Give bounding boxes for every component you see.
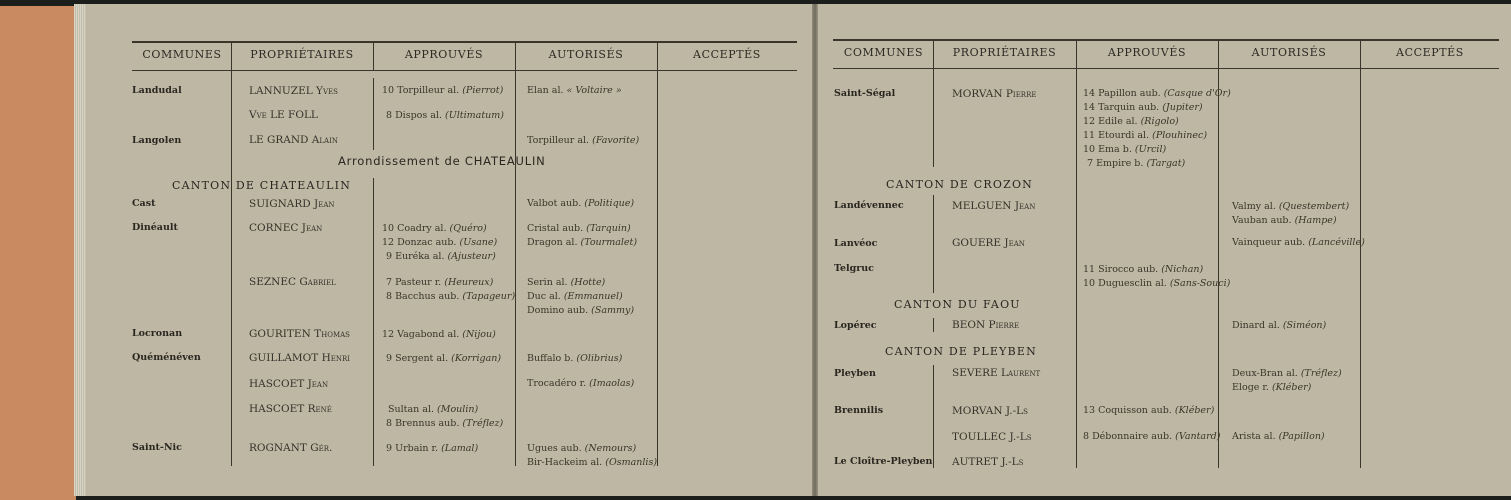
owner-name: SEVERE Laurent [952,367,1041,379]
authorized-dog: Vainqueur aub. (Lancéville) [1232,237,1365,248]
owner-name: GOUERE Jean [952,237,1025,249]
column-divider [933,365,934,468]
commune-name: Saint-Nic [132,442,182,453]
authorized-dog: Valbot aub. (Politique) [527,198,635,209]
owner-name: HASCOET René [249,403,332,415]
arrondissement-heading: Arrondissement de CHATEAULIN [338,154,546,168]
canton-heading: CANTON DE PLEYBEN [885,345,1037,358]
header-autorises: AUTORISÉS [548,48,624,61]
approved-dog: 9 Urbain r. (Lamal) [386,443,479,454]
approved-dog: 8 Brennus aub. (Tréflez) [386,418,504,429]
approved-dog: 8 Débonnaire aub. (Vantard) [1083,431,1221,442]
owner-name: LANNUZEL Yves [249,85,338,97]
book-cover-edge [0,6,76,500]
approved-dog: 12 Vagabond al. (Nijou) [382,329,496,340]
authorized-dog: Torpilleur al. (Favorite) [527,135,640,146]
owner-name: CORNEC Jean [249,222,323,234]
header-communes: COMMUNES [142,48,222,61]
approved-dog: 8 Dispos al. (Ultimatum) [386,110,504,121]
column-divider [1360,39,1361,468]
approved-dog: 10 Duguesclin al. (Sans-Souci) [1083,278,1231,289]
header-acceptes: ACCEPTÉS [693,48,761,61]
approved-dog: 10 Ema b. (Urcil) [1083,144,1167,155]
owner-name: GOURITEN Thomas [249,328,350,340]
owner-name: TOULLEC J.-Ls [952,431,1032,443]
authorized-dog: Serin al. (Hotte) [527,277,606,288]
authorized-dog: Deux-Bran al. (Tréflez) [1232,368,1342,379]
authorized-dog: Arista al. (Papillon) [1232,431,1325,442]
owner-name: MORVAN Pierre [952,88,1037,100]
page-stack-edge [74,4,86,496]
approved-dog: 9 Sergent al. (Korrigan) [386,353,502,364]
column-divider [1076,39,1077,468]
commune-name: Langolen [132,135,182,146]
owner-name: LE GRAND Alain [249,134,338,146]
authorized-dog: Valmy al. (Questembert) [1232,201,1350,212]
owner-name: GUILLAMOT Henri [249,352,351,364]
column-divider [231,41,232,466]
header-communes: COMMUNES [843,46,924,59]
authorized-dog: Vauban aub. (Hampe) [1232,215,1337,226]
authorized-dog: Dinard al. (Siméon) [1232,320,1327,331]
owner-name: HASCOET Jean [249,378,329,390]
column-divider [933,318,934,332]
approved-dog: 7 Empire b. (Targat) [1087,158,1186,169]
commune-name: Lopérec [834,320,877,331]
column-divider [373,78,374,150]
canton-heading: CANTON DE CHATEAULIN [172,179,352,192]
owner-name: Vve LE FOLL [249,109,318,121]
commune-name: Quéménéven [132,352,201,363]
header-acceptes: ACCEPTÉS [1396,46,1464,59]
approved-dog: 7 Pasteur r. (Heureux) [386,277,494,288]
commune-name: Cast [132,198,156,209]
commune-name: Dinéault [132,222,178,233]
header-autorises: AUTORISÉS [1251,46,1327,59]
authorized-dog: Duc al. (Emmanuel) [527,291,623,302]
approved-dog: 14 Tarquin aub. (Jupiter) [1083,102,1203,113]
commune-name: Locronan [132,328,183,339]
right-page [818,4,1511,496]
authorized-dog: Elan al. « Voltaire » [527,85,622,96]
column-divider [373,178,374,466]
commune-name: Landévennec [834,200,904,211]
commune-name: Le Cloître-Pleyben [834,456,933,467]
owner-name: SUIGNARD Jean [249,198,335,210]
approved-dog: 14 Papillon aub. (Casque d'Or) [1083,88,1231,99]
authorized-dog: Dragon al. (Tourmalet) [527,237,638,248]
approved-dog: 9 Euréka al. (Ajusteur) [386,251,496,262]
column-divider [1218,39,1219,468]
authorized-dog: Ugues aub. (Nemours) [527,443,637,454]
header-approuves: APPROUVÉS [1107,46,1187,59]
commune-name: Saint-Ségal [834,88,896,99]
authorized-dog: Domino aub. (Sammy) [527,305,635,316]
approved-dog: Sultan al. (Moulin) [388,404,479,415]
commune-name: Brennilis [834,405,884,416]
header-proprietaires: PROPRIÉTAIRES [250,48,354,61]
authorized-dog: Buffalo b. (Olibrius) [527,353,623,364]
authorized-dog: Bir-Hackeim al. (Osmanlis) [527,457,658,468]
column-divider [657,41,658,466]
owner-name: BEON Pierre [952,319,1020,331]
approved-dog: 11 Sirocco aub. (Nichan) [1083,264,1204,275]
header-approuves: APPROUVÉS [404,48,484,61]
commune-name: Lanvéoc [834,238,878,249]
approved-dog: 10 Coadry al. (Quéro) [382,223,487,234]
canton-heading: CANTON DU FAOU [894,298,1021,311]
owner-name: MORVAN J.-Ls [952,405,1028,417]
authorized-dog: Trocadéro r. (Imaolas) [527,378,635,389]
approved-dog: 12 Donzac aub. (Usane) [382,237,498,248]
column-divider [933,39,934,167]
owner-name: SEZNEC Gabriel [249,276,336,288]
owner-name: ROGNANT Gér. [249,442,333,454]
approved-dog: 12 Edile al. (Rigolo) [1083,116,1179,127]
commune-name: Telgruc [834,263,874,274]
commune-name: Pleyben [834,368,876,379]
approved-dog: 10 Torpilleur al. (Pierrot) [382,85,504,96]
canton-heading: CANTON DE CROZON [886,178,1034,191]
owner-name: MELGUEN Jean [952,200,1036,212]
approved-dog: 13 Coquisson aub. (Kléber) [1083,405,1215,416]
approved-dog: 11 Etourdi al. (Plouhinec) [1083,130,1208,141]
authorized-dog: Eloge r. (Kléber) [1232,382,1312,393]
column-divider [515,41,516,466]
commune-name: Landudal [132,85,182,96]
header-proprietaires: PROPRIÉTAIRES [952,46,1057,59]
owner-name: AUTRET J.-Ls [952,456,1024,468]
book-gutter [812,4,818,496]
column-divider [933,195,934,293]
authorized-dog: Cristal aub. (Tarquin) [527,223,631,234]
approved-dog: 8 Bacchus aub. (Tapageur) [386,291,516,302]
